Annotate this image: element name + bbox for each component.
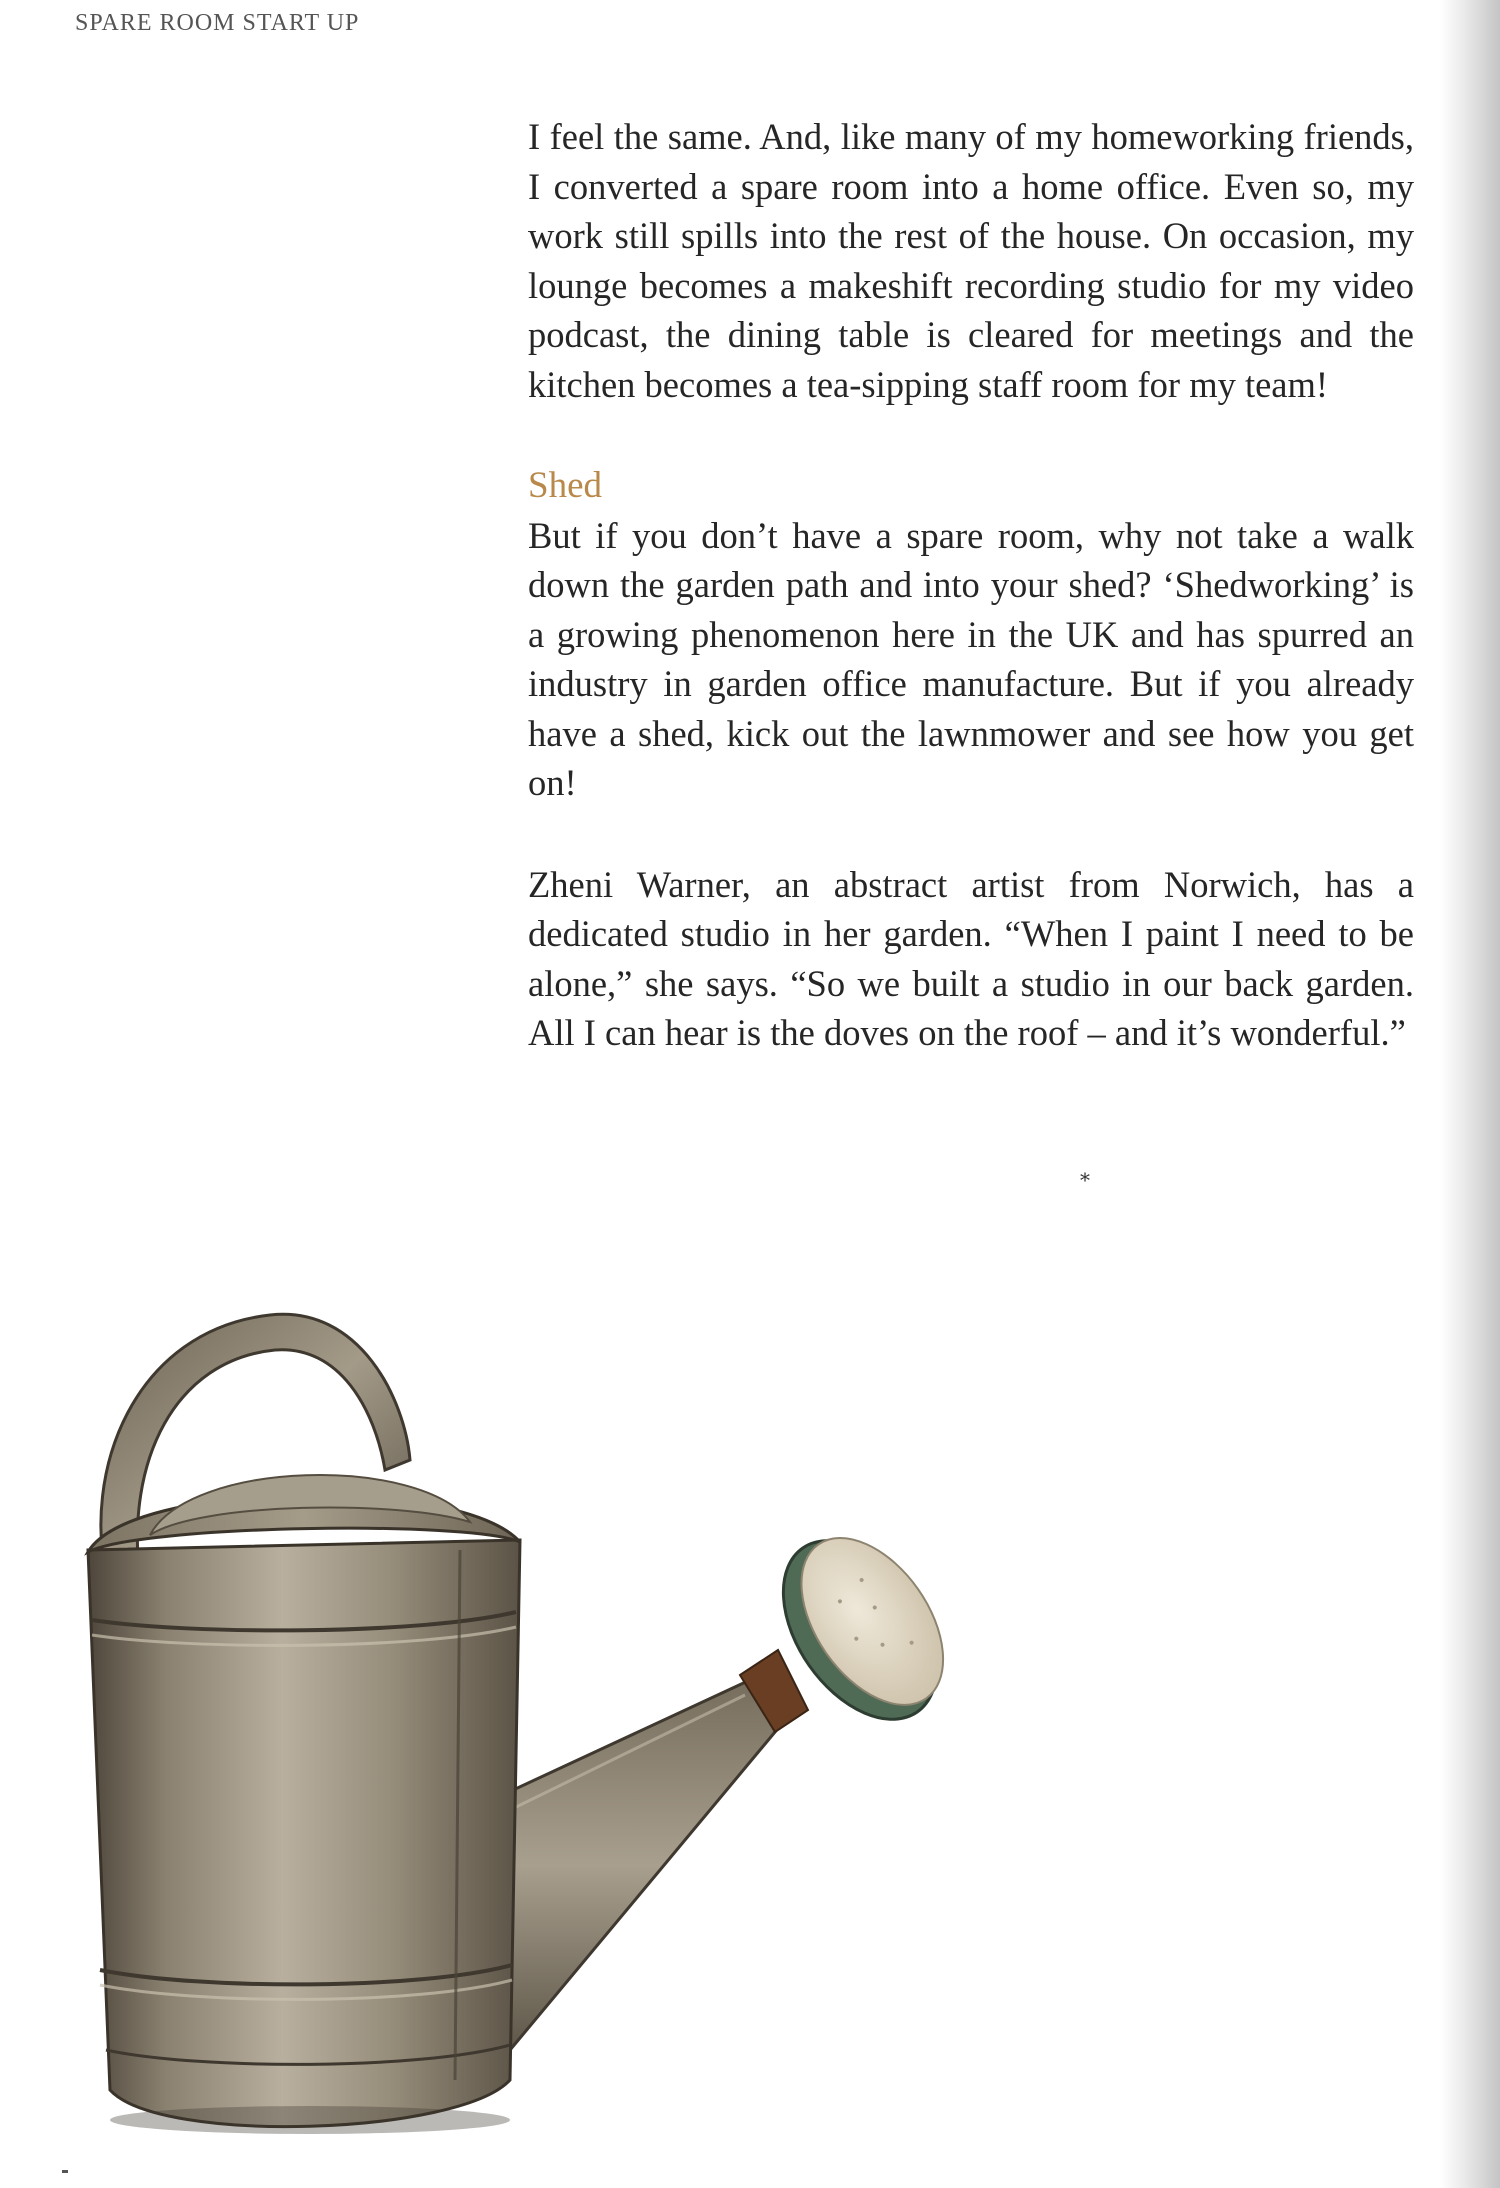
asterisk-ornament: * (1080, 1168, 1090, 1192)
page-edge-shadow (1440, 0, 1500, 2188)
article-body (528, 112, 1414, 1110)
scan-mark (62, 2170, 68, 2173)
section-heading-shed: Shed (528, 465, 602, 506)
intro-paragraph: I feel the same. And, like many of my homeworking friends, I converted a spare room into a home office. Even so, my work still spills into the rest of the house. On occasion, my lounge becomes a makeshift recording studio for my video podcast, the dining table is cleared for meetings and the kitchen becomes a tea-sipping staff room for my team! (528, 116, 1414, 405)
watering-can-illustration (40, 1290, 1040, 2160)
running-head: SPARE ROOM START UP (75, 10, 360, 36)
quote-paragraph: Zheni Warner, an abstract artist from Norwich, has a dedicated studio in her garden. “When I paint I need to be alone,” she says. “So we built a studio in our back garden. All I can hear is the doves on the roof – and it’s wonderful.” (528, 863, 1414, 1053)
shed-paragraph: But if you don’t have a spare room, why not take a walk down the garden path and into your shed? ‘Shedworking’ is a growing phenomenon here in the UK and has spurred an industry in garden office manufacture. But if you already have a shed, kick out the lawnmower and see how you get on! (528, 514, 1414, 803)
